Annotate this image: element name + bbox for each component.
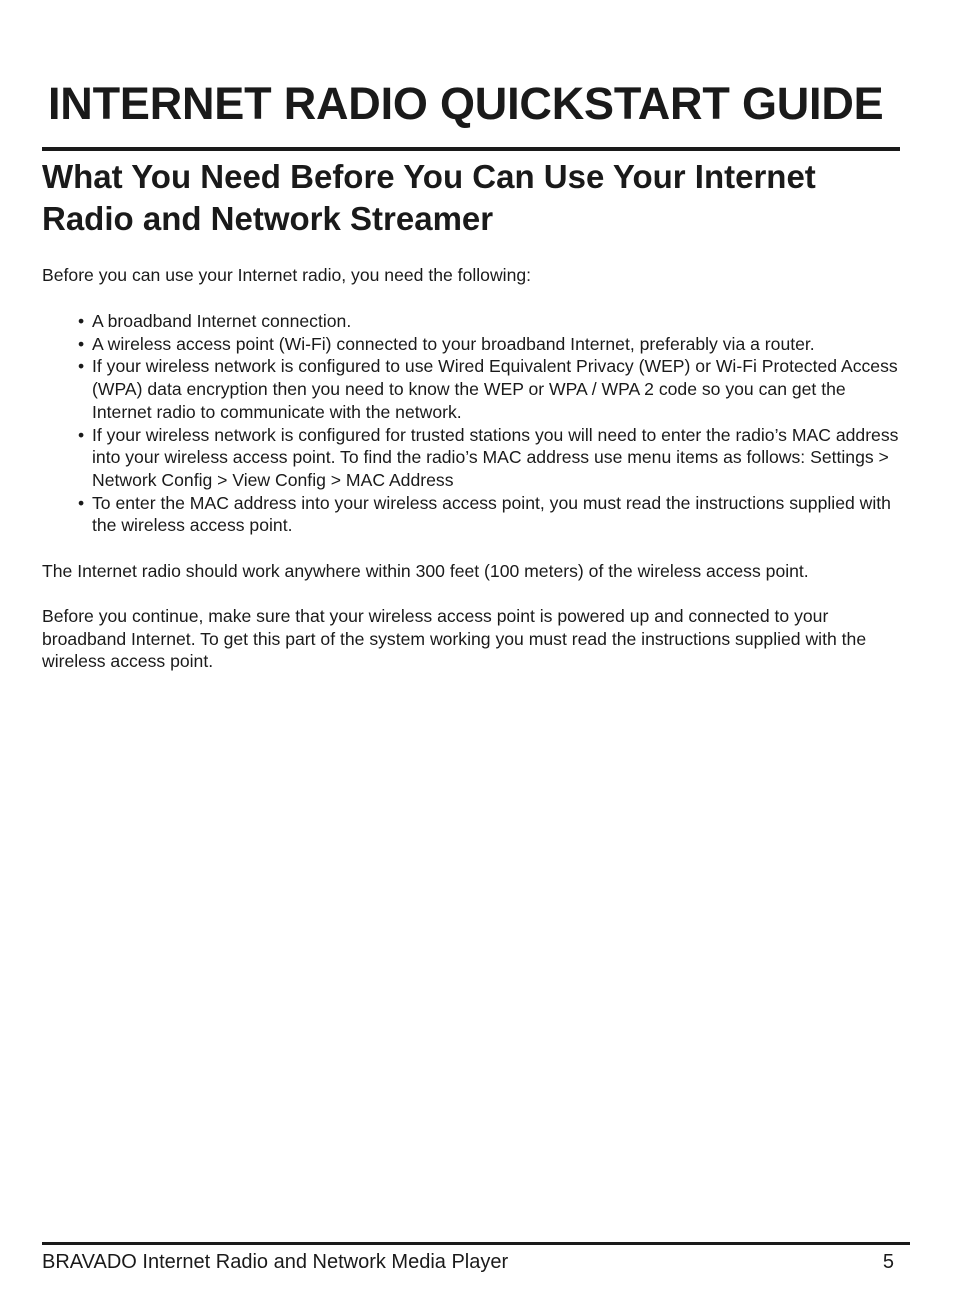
list-item	[78, 492, 904, 537]
page-title: INTERNET RADIO QUICKSTART GUIDE	[48, 78, 884, 129]
list-item	[78, 310, 904, 333]
intro-paragraph: Before you can use your Internet radio, you need the following:	[42, 265, 532, 285]
bullet-marker: •	[78, 311, 85, 331]
list-item	[78, 333, 904, 356]
list-item	[78, 355, 904, 423]
page-number: 5	[882, 1251, 894, 1273]
footer-product-name: BRAVADO Internet Radio and Network Media Player	[42, 1251, 509, 1273]
list-item-text: If your wireless network is configured for trusted stations you will need to enter the radio’s MAC address into your wireless access point. To find the radio’s MAC address use menu items as follows: Settings > Network Config > View Config > MAC Address	[92, 424, 899, 490]
footer-divider	[42, 1242, 910, 1245]
bullet-marker: •	[78, 424, 85, 445]
list-item-text: A wireless access point (Wi-Fi) connected to your broadband Internet, preferably via a router.	[92, 333, 815, 354]
bullet-marker: •	[78, 333, 85, 354]
continue-paragraph: Before you continue, make sure that your wireless access point is powered up and connected to your broadband Internet. To get this part of the system working you must read the instructions supplied with the wireless access point.	[42, 606, 867, 672]
section-heading: What You Need Before You Can Use Your Internet Radio and Network Streamer	[42, 158, 816, 237]
list-item-text: A broadband Internet connection.	[92, 311, 352, 331]
list-item	[78, 424, 904, 492]
requirements-list	[78, 310, 904, 537]
bullet-marker: •	[78, 492, 85, 513]
range-paragraph: The Internet radio should work anywhere within 300 feet (100 meters) of the wireless access point.	[42, 561, 809, 581]
title-divider	[42, 147, 900, 151]
list-item-text: If your wireless network is configured to use Wired Equivalent Privacy (WEP) or Wi-Fi Protected Access (WPA) data encryption then you need to know the WEP or WPA / WPA 2 code so you can get the Internet radio to communicate with the network.	[92, 356, 898, 422]
list-item-text: To enter the MAC address into your wireless access point, you must read the instructions supplied with the wireless access point.	[92, 492, 891, 536]
bullet-marker: •	[78, 356, 85, 377]
